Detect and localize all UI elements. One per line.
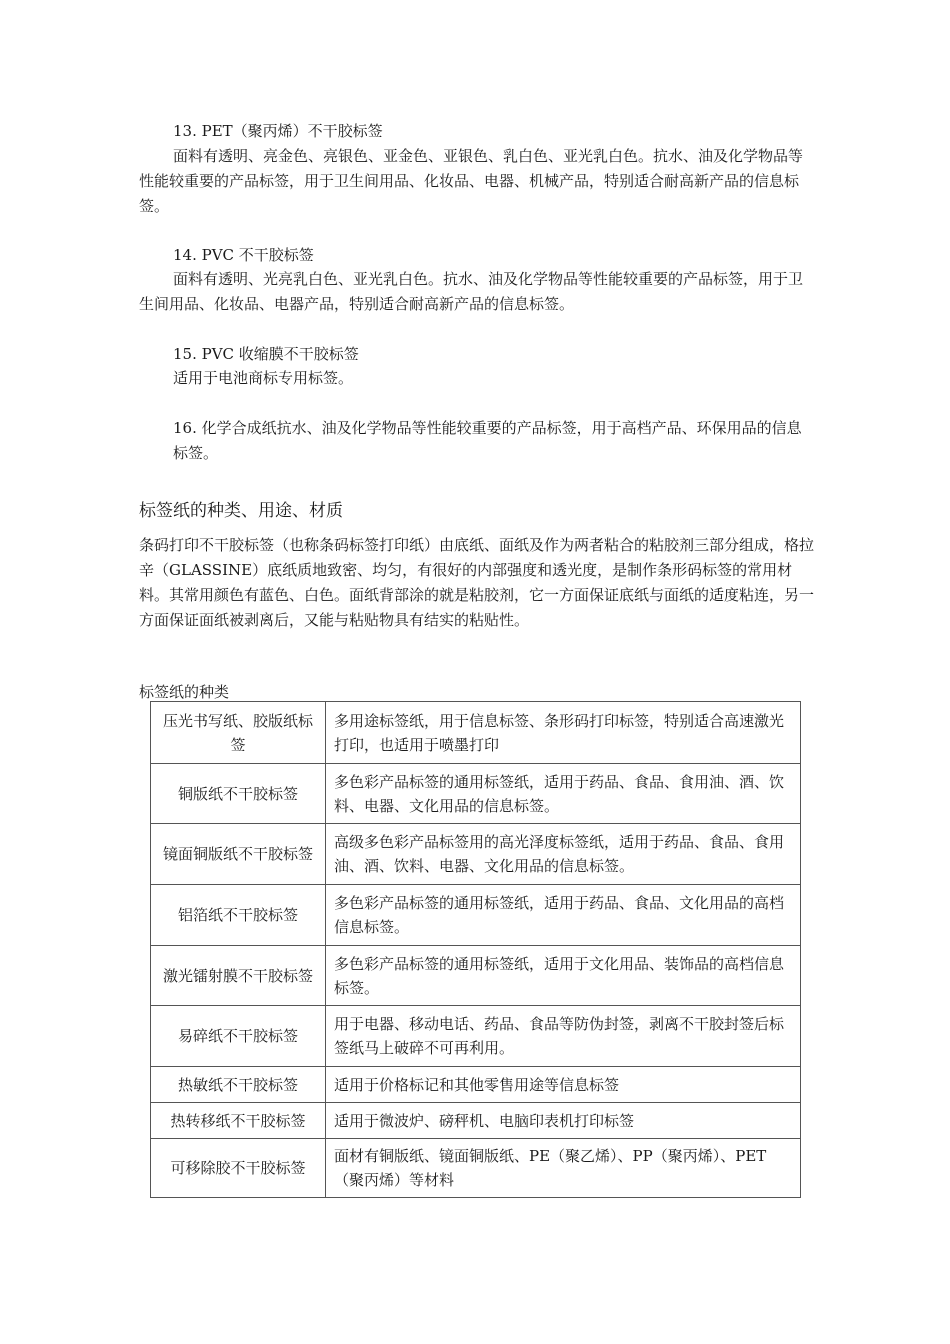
label-type-name: 可移除胶不干胶标签 bbox=[151, 1139, 326, 1198]
section-heading: 标签纸的种类、用途、材质 bbox=[139, 501, 343, 521]
item-15-title: 15. PVC 收缩膜不干胶标签 bbox=[173, 345, 359, 363]
table-row bbox=[151, 1067, 801, 1103]
label-types-table-body bbox=[151, 702, 801, 1198]
table-row bbox=[151, 946, 801, 1006]
label-type-description: 适用于微波炉、磅秤机、电脑印表机打印标签 bbox=[326, 1103, 801, 1139]
table-row bbox=[151, 1139, 801, 1198]
item-13-text: 面料有透明、亮金色、亮银色、亚金色、亚银色、乳白色、亚光乳白色。抗水、油及化学物品等性能较重要的产品标签，用于卫生间用品、化妆品、电器、机械产品，特别适合耐高新产品的信息标签。 bbox=[139, 147, 804, 215]
table-caption: 标签纸的种类 bbox=[139, 683, 230, 701]
item-14-text: 面料有透明、光亮乳白色、亚光乳白色。抗水、油及化学物品等性能较重要的产品标签，用于卫生间用品、化妆品、电器产品，特别适合耐高新产品的信息标签。 bbox=[139, 270, 804, 313]
table-row bbox=[151, 1103, 801, 1139]
label-type-description: 多用途标签纸，用于信息标签、条形码打印标签，特别适合高速激光打印，也适用于喷墨打印 bbox=[326, 702, 801, 764]
label-type-description: 面材有铜版纸、镜面铜版纸、PE（聚乙烯）、PP（聚丙烯）、PET（聚丙烯）等材料 bbox=[326, 1139, 801, 1198]
label-type-name: 铜版纸不干胶标签 bbox=[151, 764, 326, 824]
label-type-name: 压光书写纸、胶版纸标签 bbox=[151, 702, 326, 764]
item-13-title: 13. PET（聚丙烯）不干胶标签 bbox=[173, 122, 383, 140]
section-intro: 条码打印不干胶标签（也称条码标签打印纸）由底纸、面纸及作为两者粘合的粘胶剂三部分组成，格拉辛（GLASSINE）底纸质地致密、均匀，有很好的内部强度和透光度，是制作条形码标签的常用材料。其常用颜色有蓝色、白色。面纸背部涂的就是粘胶剂，它一方面保证底纸与面纸的适度粘连，另一方面保证面纸被剥离后，又能与粘贴物具有结实的粘贴性。 bbox=[139, 536, 815, 629]
label-type-name: 热敏纸不干胶标签 bbox=[151, 1067, 326, 1103]
label-type-name: 铝箔纸不干胶标签 bbox=[151, 885, 326, 946]
label-type-name: 镜面铜版纸不干胶标签 bbox=[151, 824, 326, 885]
table-row bbox=[151, 764, 801, 824]
item-15-text: 适用于电池商标专用标签。 bbox=[173, 369, 354, 387]
label-type-description: 多色彩产品标签的通用标签纸，适用于文化用品、装饰品的高档信息标签。 bbox=[326, 946, 801, 1006]
label-type-name: 易碎纸不干胶标签 bbox=[151, 1006, 326, 1067]
item-14-title: 14. PVC 不干胶标签 bbox=[173, 246, 314, 264]
label-type-description: 高级多色彩产品标签用的高光泽度标签纸，适用于药品、食品、食用油、酒、饮料、电器、文化用品的信息标签。 bbox=[326, 824, 801, 885]
label-type-description: 适用于价格标记和其他零售用途等信息标签 bbox=[326, 1067, 801, 1103]
label-types-table bbox=[150, 701, 801, 1198]
label-type-name: 热转移纸不干胶标签 bbox=[151, 1103, 326, 1139]
table-row bbox=[151, 824, 801, 885]
item-16-text: 16. 化学合成纸抗水、油及化学物品等性能较重要的产品标签，用于高档产品、环保用品的信息标签。 bbox=[173, 419, 802, 462]
label-type-name: 激光镭射膜不干胶标签 bbox=[151, 946, 326, 1006]
label-type-description: 用于电器、移动电话、药品、食品等防伪封签，剥离不干胶封签后标签纸马上破碎不可再利用。 bbox=[326, 1006, 801, 1067]
label-type-description: 多色彩产品标签的通用标签纸，适用于药品、食品、食用油、酒、饮料、电器、文化用品的信息标签。 bbox=[326, 764, 801, 824]
table-row bbox=[151, 702, 801, 764]
table-row bbox=[151, 1006, 801, 1067]
table-row bbox=[151, 885, 801, 946]
label-type-description: 多色彩产品标签的通用标签纸，适用于药品、食品、文化用品的高档信息标签。 bbox=[326, 885, 801, 946]
